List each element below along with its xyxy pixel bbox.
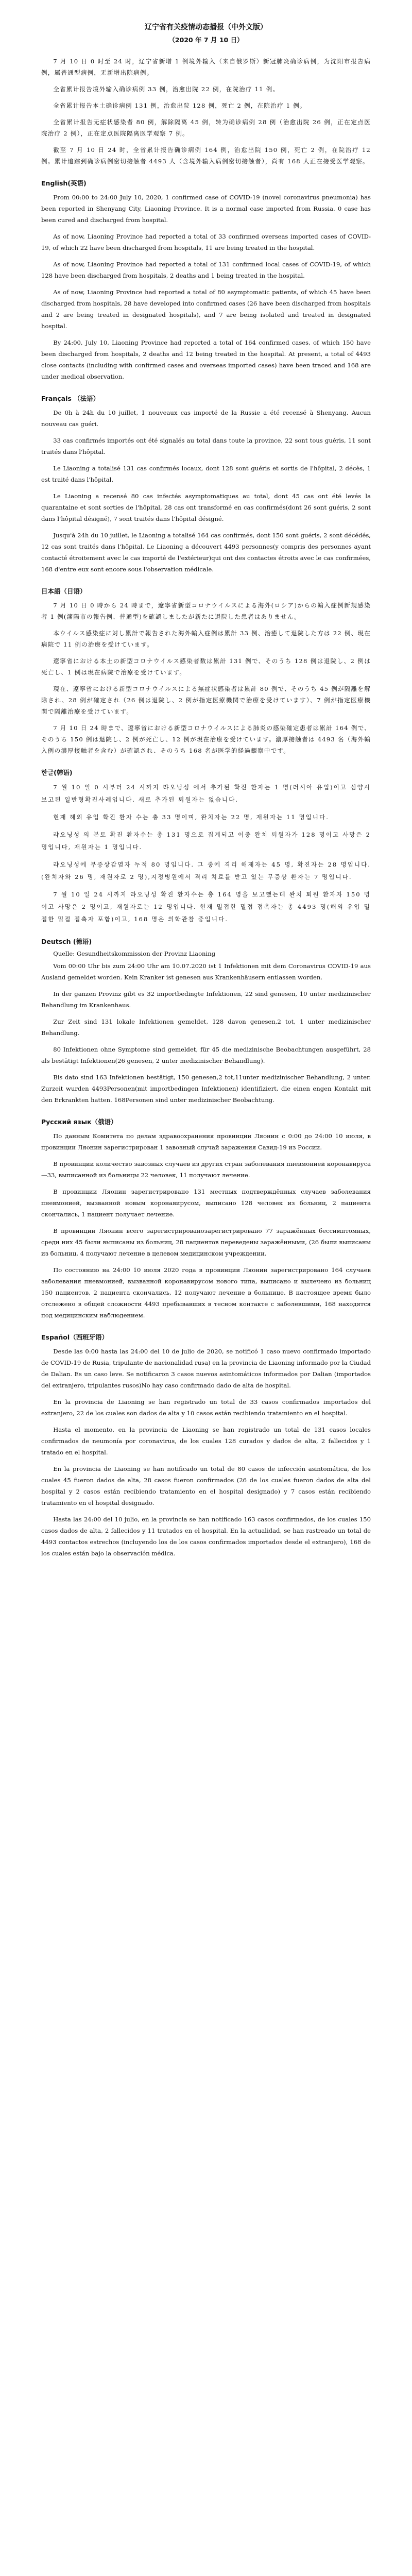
bulletin-title: 辽宁省有关疫情动态播报（中外文版） [145, 23, 267, 31]
section-spanish [41, 1332, 371, 1559]
section-russian [41, 1117, 371, 1321]
es-paragraph: Desde las 0:00 hasta las 24:00 del 10 de julio de 2020, se notificó 1 caso nuevo confirmado importado de COVID-19 de Rusia, tripulante de nacionalidad rusa) en la provincia de Liaoning informado por la Ciudad de Dalian. Es un caso leve. Se notificaron 3 casos nuevos asintomáticos informados por Dalian (importados del extranjero, tripulantes rusos)No hay caso confirmado dado de alta de hospital. [41, 1348, 371, 1389]
bulletin-page [41, 0, 371, 1585]
bulletin-date: （2020 年 7 月 10 日） [168, 36, 244, 44]
ko-paragraph: 랴오닝성 의 본토 확진 환자수는 총 131 명으로 집계되고 이중 완치 퇴원자가 128 명이고 사망은 2 명입니다, 재원자는 1 명입니다. [41, 831, 371, 851]
ja-paragraph: 遼寧省における本土の新型コロナウイルス感染者数は累計 131 例で、そのうち 128 例は退院し、2 例は死亡し、1 例は現在病院で治療を受けています。 [41, 657, 371, 676]
de-paragraph: In der ganzen Provinz gibt es 32 importbedingte Infektionen, 22 sind genesen, 10 unter medizinischer Behandlung im Krankenhaus. [41, 990, 371, 1009]
es-paragraph: Hasta el momento, en la provincia de Liaoning se han registrado un total de 131 casos locales confirmados de neumonía por coronavirus, de los cuales 128 curados y dados de alta, 2 fallecidos y 1 tratado en el hospital. [41, 1426, 371, 1456]
ru-paragraph: В провинции количество завозных случаев из других стран заболевания пневмонией коронавируса—33, выписанной из больницы 22 человек, 11 получают лечение. [41, 1160, 371, 1179]
zh-paragraph: 全省累计报告无症状感染者 80 例，解除隔离 45 例，转为确诊病例 28 例（治愈出院 26 例，正在定点医院治疗 2 例），正在定点医院隔离医学观察 7 例。 [41, 118, 371, 137]
fr-paragraph: Le Liaoning a totalisé 131 cas confirmés locaux, dont 128 sont guéris et sortis de l'hôpital, 2 décès, 1 est traité dans l'hôpital. [41, 465, 371, 483]
ru-paragraph: В провинции Ляонин всего зарегистрированозарегистрировано 77 заражённых бессимптомных, среди них 45 были выписаны из больниц, 28 пациентов переведены заражёнными, (26 были выписаны из больниц, 4 получают лечение в целевом медицинском учреждении. [41, 1227, 371, 1257]
spanish-heading: Español（西班牙语） [41, 1333, 109, 1341]
ru-paragraph: В провинции Ляонин зарегистрировано 131 местных подтверждённых случаев заболевания пневмонией, вызванной новым коронавирусом, выписано 128 человек из больниц, 2 пациента скончались, 1 пациент получает лечение. [41, 1188, 371, 1218]
en-paragraph: By 24:00, July 10, Liaoning Province had reported a total of 164 confirmed cases, of which 150 have been discharged from hospitals, 2 deaths and 12 being treated in the hospital. At present, a total of 4493 close contacts (including with confirmed cases and overseas imported cases) have been traced and 168 are under medical observation. [41, 339, 371, 380]
zh-paragraph: 截至 7 月 10 日 24 时，全省累计报告确诊病例 164 例，治愈出院 150 例，死亡 2 例，在院治疗 12 例。累计追踪到确诊病例密切接触者 4493 人（含境外输入病例密切接触者），尚有 168 人正在接受医学观察。 [41, 146, 371, 165]
de-paragraph: 80 Infektionen ohne Symptome sind gemeldet, für 45 die medizinische Beobachtungen ausgeführt, 28 als bestätigt Infektionen(26 genesen, 2 unter medizinischer Behandlung). [41, 1046, 371, 1064]
en-paragraph: As of now, Liaoning Province had reported a total of 80 asymptomatic patients, of which 45 have been discharged from hospitals, 28 have developed into confirmed cases (26 have been discharged from hospitals and 2 are being treated in designated hospitals), and 7 are being isolated and treated in designated hospital. [41, 289, 371, 330]
german-heading: Deutsch (德语) [41, 938, 92, 945]
section-german [41, 937, 371, 1106]
ko-paragraph: 현재 해외 유입 확진 환자 수는 총 33 명이며, 완치자는 22 명, 재원자는 11 명입니다. [53, 814, 329, 821]
fr-paragraph: Jusqu'à 24h du 10 juillet, le Liaoning a totalisé 164 cas confirmés, dont 150 sont guéris, 2 sont décédés, 12 cas sont traités dans l'hôpital. Le Liaoning a découvert 4493 personnes(y compris des personnes ayant contacté étroitement avec le cas importé de l'extérieur)qui ont des contactes étroits avec le cas confirmées, 168 d'entre eux sont encore sous l'observation médicale. [41, 532, 371, 573]
es-paragraph: En la provincia de Liaoning se han notificado un total de 80 casos de infección asintomática, de los cuales 45 fueron dados de alta, 28 casos fueron confirmados (26 de los cuales fueron dados de alta del hospital y 2 casos están recibiendo tratamiento en el hospital designado) y 7 casos están recibiendo tratamiento en el hospital designado. [41, 1465, 371, 1506]
en-paragraph: As of now, Liaoning Province had reported a total of 33 confirmed overseas imported cases of COVID-19, of which 22 have been discharged from hospitals, 11 are being treated in the hospital. [41, 233, 371, 251]
ru-paragraph: По состоянию на 24:00 10 июля 2020 года в провинции Ляонин зарегистрировано 164 случаев заболевания пневмонией, вызванной коронавирусом нового типа, выписано и вылечено из больниц 150 пациентов, 2 пациента скончались, 12 получают лечение в больнице. В настоящее время было отслежено в общей сложности 4493 пребывавших в тесном контакте с заболевшими, 168 находятся под медицинским наблюдением. [41, 1266, 371, 1319]
ja-paragraph: 7 月 10 日 0 時から 24 時まで，遼寧省新型コロナウイルスによる海外(ロシア)からの輸入症例新規感染者 1 例(瀋陽市の報告例、普通型)を確認しましたが新たに退院した患者はありません。 [41, 602, 371, 620]
de-paragraph: Vom 00:00 Uhr bis zum 24:00 Uhr am 10.07.2020 ist 1 Infektionen mit dem Coronavirus COVID-19 aus Ausland gemeldet worden. Kein Kranker ist genesen aus Krankenhäusern entlassen worden. [41, 962, 371, 981]
en-paragraph: As of now, Liaoning Province had reported a total of 131 confirmed local cases of COVID-19, of which 128 have been discharged from hospitals, 2 deaths and 1 being treated in the hospital. [41, 261, 371, 279]
zh-paragraph: 全省累计报告本土确诊病例 131 例，治愈出院 128 例，死亡 2 例，在院治疗 1 例。 [53, 102, 306, 109]
es-paragraph: Hasta las 24:00 del 10 julio, en la provincia se han notificado 163 casos confirmados, de los cuales 150 casos dados de alta, 2 fallecidos y 11 tratados en el hospital. En la actualidad, se han rastreado un total de 4493 contactos estrechos (incluyendo los de los casos confirmados importados desde el extranjero), 168 de los cuales están bajo la observación médica. [41, 1516, 371, 1557]
german-source: Quelle: Gesundheitskommission der Provinz Liaoning [53, 950, 216, 957]
russian-heading: Русский язык（俄语） [41, 1118, 117, 1126]
es-paragraph: En la provincia de Liaoning se han registrado un total de 33 casos confirmados importados del extranjero, 22 de los cuales son dados de alta y 10 casos están recibiendo tratamiento en el hospital. [41, 1398, 371, 1417]
de-paragraph: Zur Zeit sind 131 lokale Infektionen gemeldet, 128 davon genesen,2 tot, 1 unter medizinischer Behandlung. [41, 1018, 371, 1037]
fr-paragraph: Le Liaoning a recensé 80 cas infectés asymptomatiques au total, dont 45 cas ont été levés la quarantaine et sont sorties de l'hôpital, 28 cas ont transformé en cas confirmés(dont 26 sont guéris, 2 sont dans l'hôpital désigné), 7 sont traités dans l'hôpital désigné. [41, 493, 371, 522]
ja-paragraph: 本ウイルス感染症に対し累計で報告された海外輸入症例は累計 33 例、治癒して退院した方は 22 例、現在病院で 11 例の治療を受けています。 [41, 630, 371, 648]
section-english [41, 178, 371, 382]
fr-paragraph: De 0h à 24h du 10 juillet, 1 nouveaux cas importé de la Russie a été recensé à Shenyang. Aucun nouveau cas guéri. [41, 409, 371, 428]
en-paragraph: From 00:00 to 24:00 July 10, 2020, 1 confirmed case of COVID-19 (novel coronavirus pneumonia) has been reported in Shenyang City, Liaoning Province. It is a normal case imported from Russia. 0 case has been cured and discharged from hospital. [41, 194, 371, 224]
zh-paragraph: 全省累计报告境外输入确诊病例 33 例，治愈出院 22 例，在院治疗 11 例。 [53, 86, 280, 93]
section-chinese [41, 56, 371, 167]
section-japanese [41, 586, 371, 756]
ja-paragraph: 現在、遼寧省における新型コロナウイルスによる無症状感染者は累計 80 例で、そのうち 45 例が隔離を解除され、28 例が確定され（26 例は退院し、2 例が指定医療機関で治療を受けています）、7 例が指定医療機関で隔離治療を受けています。 [41, 685, 371, 715]
korean-heading: 한글(韩语) [41, 769, 73, 776]
ja-paragraph: 7 月 10 日 24 時まで、遼寧省における新型コロナウイルスによる肺炎の感染確定患者は累計 164 例で、そのうち 150 例は退院し、2 例が死亡し、12 例が現在治療を受けています。濃厚接触者は 4493 名（海外輸入例の濃厚接触者を含む）が確認され、そのうち 168 名が医学的経過観察中です。 [41, 724, 371, 754]
section-french [41, 394, 371, 575]
de-paragraph: Bis dato sind 163 Infektionen bestätigt, 150 genesen,2 tot,11unter medizinischer Behandlung, 2 unter. Zurzeit wurden 4493Personen(mit importbedingen Infektionen) identifiziert, die einen engen Kontakt mit den Erkrankten hatten. 168Personen sind unter medizinischer Beobachtung. [41, 1074, 371, 1104]
ko-paragraph: 랴오닝성에 무증상감염자 누적 80 명입니다. 그 중에 격리 해제자는 45 명, 확진자는 28 명입니다.(완치자와 26 명, 재원자로 2 명),지정병원에서 격리 치료를 받고 있는 무증상 환자는 7 명입니다. [41, 861, 371, 880]
french-heading: Français （法语） [41, 395, 100, 402]
english-heading: English(英语) [41, 179, 87, 187]
ko-paragraph: 7 월 10 일 0 시부터 24 시까지 랴오닝성 에서 추가된 확진 환자는 1 명(러시아 유입)이고 심양시 보고된 일반형확진사례입니다. 새로 추가된 퇴원자는 없습니다. [41, 784, 371, 803]
ru-paragraph: По данным Комитета по делам здравоохранения провинции Ляонин с 0:00 до 24:00 10 июля, в провинции Ляонин зарегистрирован 1 завозный случай заражения Савид-19 из России. [41, 1132, 371, 1151]
section-korean [41, 768, 371, 925]
ko-paragraph: 7 월 10 일 24 시까지 랴오닝성 확진 환자수는 총 164 명을 보고했는데 완치 퇴원 환자자 150 명이고 사망은 2 명이고, 재원자로는 12 명입니다. 현재 밀접한 밀접 접촉자는 총 4493 명(해외 유입 밀접한 밀접 접촉자 포함)이고, 168 명은 의학관찰 중입니다. [41, 891, 371, 923]
zh-paragraph: 7 月 10 日 0 时至 24 时，辽宁省新增 1 例境外输入（来自俄罗斯）新冠肺炎确诊病例，为沈阳市报告病例，属普通型病例，无新增出院病例。 [41, 58, 371, 76]
fr-paragraph: 33 cas confirmés importés ont été signalés au total dans toute la province, 22 sont tous guéris, 11 sont traités dans l'hôpital. [41, 437, 371, 455]
japanese-heading: 日本語（日语） [41, 587, 87, 595]
